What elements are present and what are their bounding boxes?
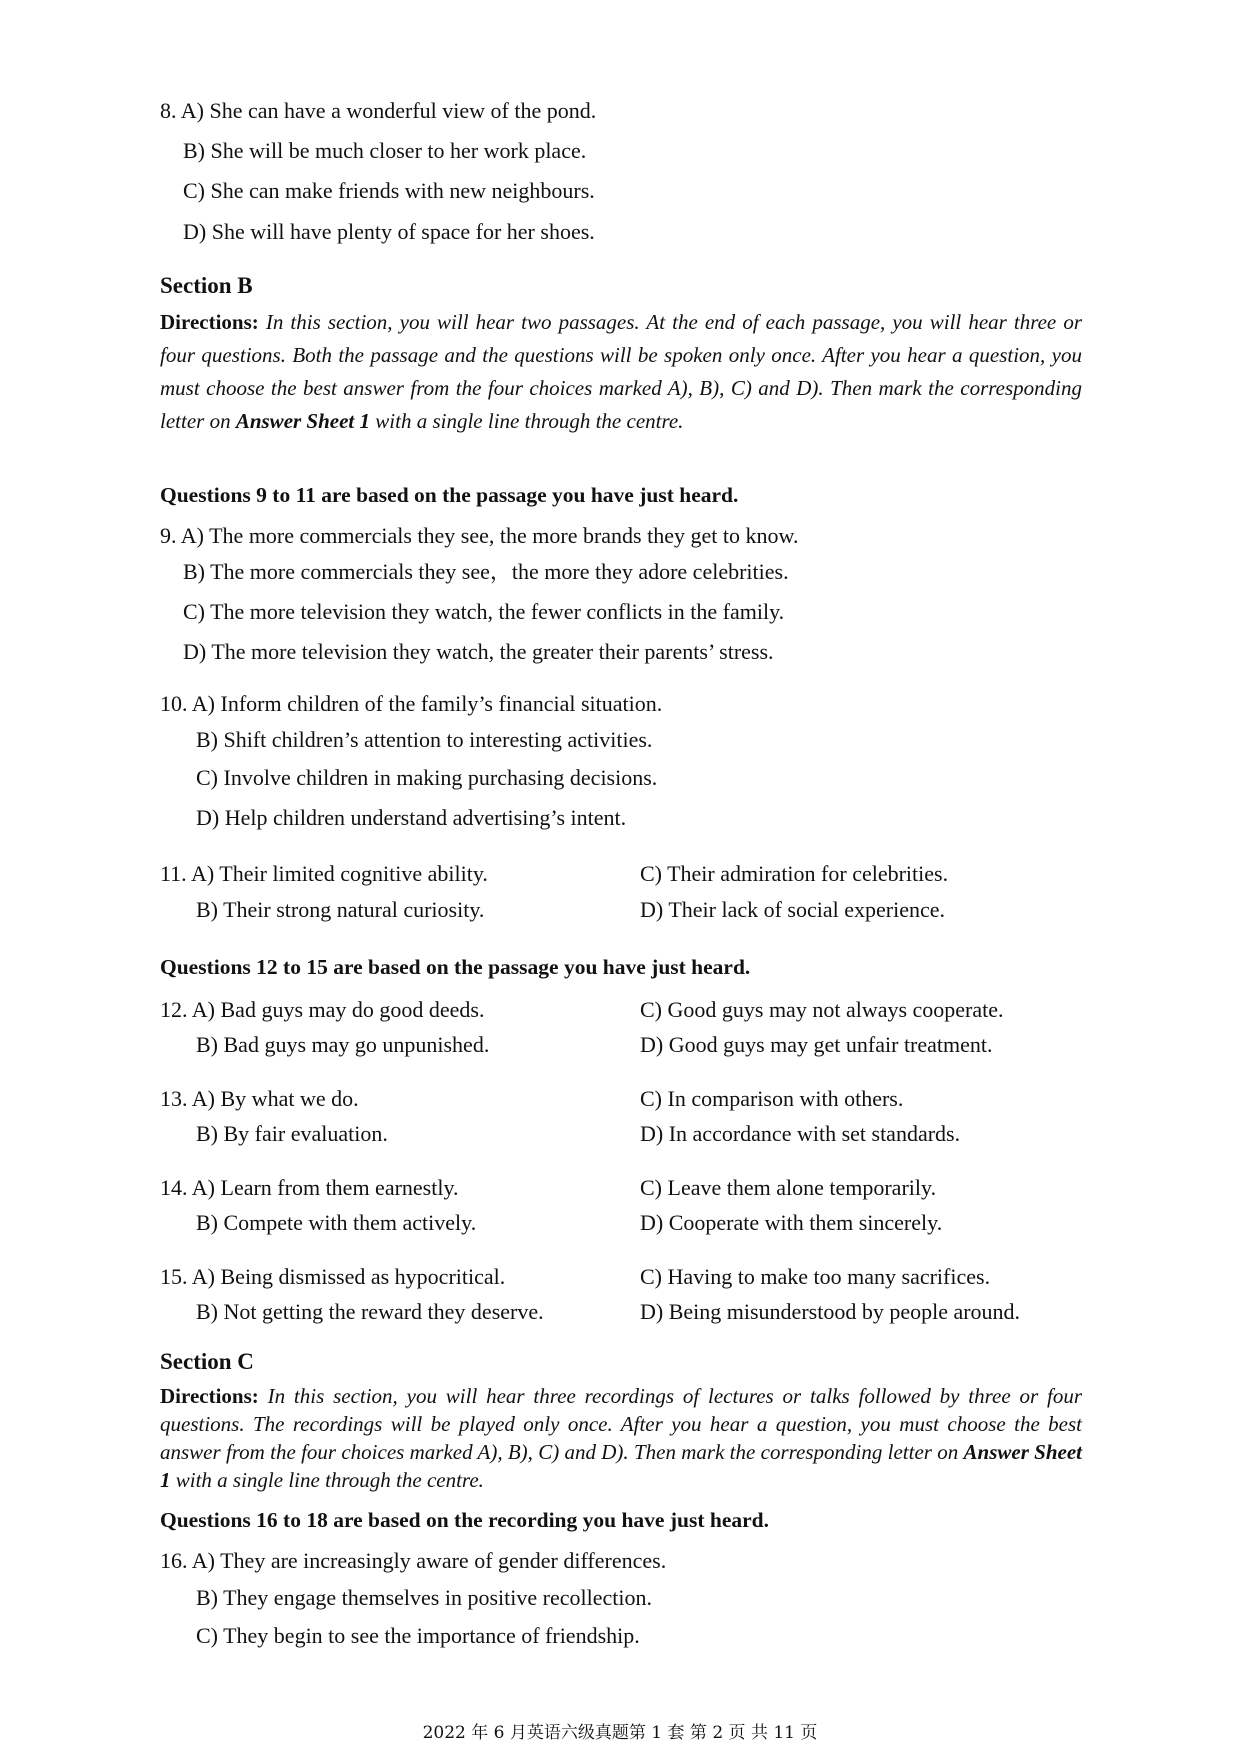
question-14-option-d: D) Cooperate with them sincerely. bbox=[640, 1210, 943, 1235]
section-c-directions bbox=[160, 1382, 1082, 1494]
question-9-option-a: 9. A) The more commercials they see, the more brands they get to know. bbox=[160, 523, 799, 548]
question-number: 12. bbox=[160, 997, 188, 1022]
question-number: 10. bbox=[160, 691, 188, 716]
question-16-option-c: C) They begin to see the importance of friendship. bbox=[196, 1623, 640, 1648]
question-10-option-d: D) Help children understand advertising’s intent. bbox=[196, 805, 627, 830]
directions-text: In this section, you will hear two passages. At the end of each passage, you will hear three or four questions. Both the passage and the questions will be spoken only once. After you hear a question, you must choose the best answer from the four choices marked A), B), C) and D). Then mark the corresponding letter on Answer Sheet 1 with a single line through the centre. bbox=[160, 310, 1082, 433]
question-number: 8. bbox=[160, 98, 177, 123]
question-11-option-d: D) Their lack of social experience. bbox=[640, 897, 946, 922]
page-footer: 2022 年 6 月英语六级真题第 1 套 第 2 页 共 11 页 bbox=[422, 1723, 818, 1743]
question-15-option-b: B) Not getting the reward they deserve. bbox=[196, 1299, 544, 1324]
question-12-option-b: B) Bad guys may go unpunished. bbox=[196, 1032, 490, 1057]
question-15-option-c: C) Having to make too many sacrifices. bbox=[640, 1264, 991, 1289]
questions-9-11-heading: Questions 9 to 11 are based on the passage you have just heard. bbox=[160, 483, 739, 507]
answer-sheet-ref: Answer Sheet 1 bbox=[160, 1440, 1083, 1492]
question-12-option-a: 12. A) Bad guys may do good deeds. bbox=[160, 997, 485, 1022]
question-10-option-c: C) Involve children in making purchasing decisions. bbox=[196, 765, 658, 790]
section-b-directions bbox=[160, 306, 1082, 438]
question-8-option-a: 8. A) She can have a wonderful view of the pond. bbox=[160, 98, 597, 123]
question-13-option-b: B) By fair evaluation. bbox=[196, 1121, 388, 1146]
question-14-option-c: C) Leave them alone temporarily. bbox=[640, 1175, 937, 1200]
question-11-option-a: 11. A) Their limited cognitive ability. bbox=[160, 861, 488, 886]
question-number: 14. bbox=[160, 1175, 188, 1200]
question-number: 15. bbox=[160, 1264, 188, 1289]
question-13-option-a: 13. A) By what we do. bbox=[160, 1086, 359, 1111]
question-number: 13. bbox=[160, 1086, 188, 1111]
question-8-option-b: B) She will be much closer to her work place. bbox=[183, 138, 587, 163]
question-9-option-c: C) The more television they watch, the fewer conflicts in the family. bbox=[183, 599, 785, 624]
question-number: 11. bbox=[160, 861, 187, 886]
question-number: 9. bbox=[160, 523, 177, 548]
questions-12-15-heading: Questions 12 to 15 are based on the passage you have just heard. bbox=[160, 955, 751, 979]
questions-16-18-heading: Questions 16 to 18 are based on the recording you have just heard. bbox=[160, 1508, 769, 1532]
directions-label: Directions: bbox=[160, 1384, 259, 1408]
directions-label: Directions: bbox=[160, 310, 259, 334]
question-9-option-b: B) The more commercials they see，the more they adore celebrities. bbox=[183, 559, 789, 584]
question-14-option-a: 14. A) Learn from them earnestly. bbox=[160, 1175, 459, 1200]
question-12-option-d: D) Good guys may get unfair treatment. bbox=[640, 1032, 993, 1057]
section-b-title: Section B bbox=[160, 273, 253, 298]
answer-sheet-ref: Answer Sheet 1 bbox=[235, 409, 371, 433]
question-8-option-c: C) She can make friends with new neighbours. bbox=[183, 178, 595, 203]
question-number: 16. bbox=[160, 1548, 188, 1573]
question-9-option-d: D) The more television they watch, the greater their parents’ stress. bbox=[183, 639, 774, 664]
question-11-option-c: C) Their admiration for celebrities. bbox=[640, 861, 949, 886]
question-8-option-d: D) She will have plenty of space for her shoes. bbox=[183, 219, 595, 244]
directions-text: In this section, you will hear three recordings of lectures or talks followed by three or four questions. The recordings will be played only once. After you hear a question, you must choose the best answer from the four choices marked A), B), C) and D). Then mark the corresponding letter on Answer Sheet 1 with a single line through the centre. bbox=[160, 1384, 1083, 1492]
question-15-option-a: 15. A) Being dismissed as hypocritical. bbox=[160, 1264, 506, 1289]
question-15-option-d: D) Being misunderstood by people around. bbox=[640, 1299, 1021, 1324]
question-12-option-c: C) Good guys may not always cooperate. bbox=[640, 997, 1004, 1022]
question-16-option-b: B) They engage themselves in positive recollection. bbox=[196, 1585, 652, 1610]
question-13-option-c: C) In comparison with others. bbox=[640, 1086, 904, 1111]
question-10-option-a: 10. A) Inform children of the family’s financial situation. bbox=[160, 691, 663, 716]
question-13-option-d: D) In accordance with set standards. bbox=[640, 1121, 961, 1146]
question-11-option-b: B) Their strong natural curiosity. bbox=[196, 897, 485, 922]
question-10-option-b: B) Shift children’s attention to interesting activities. bbox=[196, 727, 653, 752]
question-14-option-b: B) Compete with them actively. bbox=[196, 1210, 477, 1235]
question-16-option-a: 16. A) They are increasingly aware of gender differences. bbox=[160, 1548, 667, 1573]
section-c-title: Section C bbox=[160, 1349, 254, 1374]
